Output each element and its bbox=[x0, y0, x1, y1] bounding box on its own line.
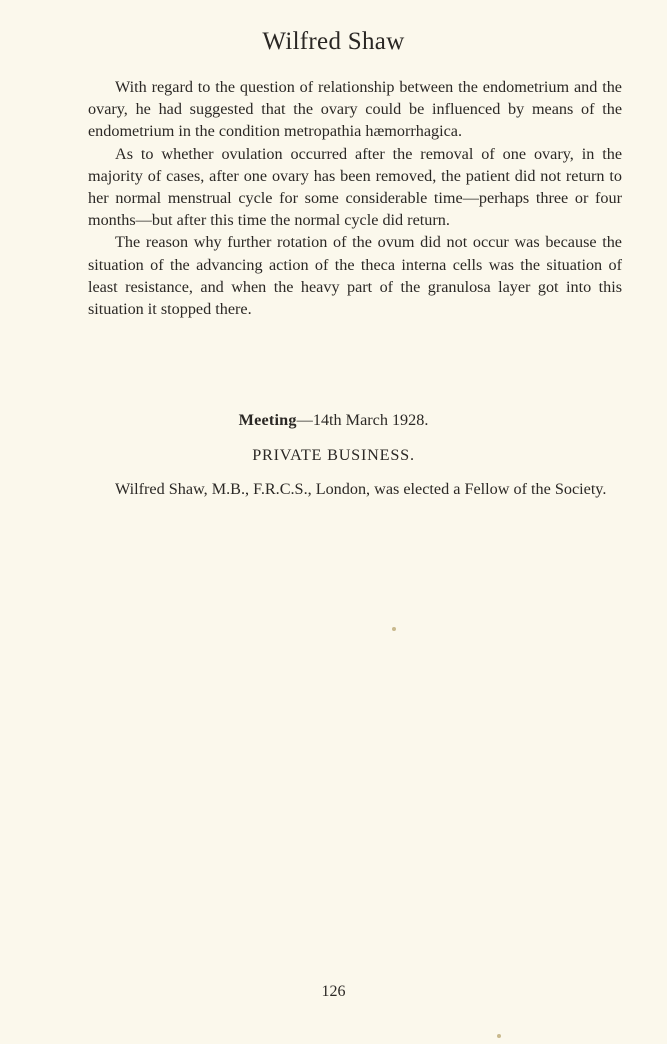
page-number: 126 bbox=[321, 983, 346, 1000]
discussion-text bbox=[88, 76, 622, 320]
paper-speck bbox=[392, 627, 396, 631]
paper-speck bbox=[497, 1034, 501, 1038]
meeting-label: Meeting bbox=[238, 411, 297, 429]
meeting-line bbox=[0, 411, 667, 430]
paragraph-rotation: The reason why further rotation of the ovum did not occur was because the situation of the advancing action of the theca interna cells was the situation of least resistance, and when the heavy part of the granulosa layer got into this situation it stopped there. bbox=[88, 233, 622, 319]
meeting-date: —14th March 1928. bbox=[296, 411, 429, 429]
running-head: Wilfred Shaw bbox=[262, 28, 405, 55]
paragraph-ovulation: As to whether ovulation occurred after the removal of one ovary, in the majority of cases, after one ovary has been removed, the patient did not return to her normal menstrual cycle for some considerable time—perhaps three or four months—but after this time the normal cycle did return. bbox=[88, 144, 622, 230]
paragraph-fellow-election: Wilfred Shaw, M.B., F.R.C.S., London, was elected a Fellow of the Society. bbox=[115, 480, 607, 498]
private-business-text bbox=[88, 478, 622, 500]
private-business-heading: PRIVATE BUSINESS. bbox=[252, 446, 415, 464]
paragraph-endometrium: With regard to the question of relationship between the endometrium and the ovary, he had suggested that the ovary could be influenced by means of the endometrium in the condition metropathia hæmorrhagica. bbox=[88, 78, 622, 141]
